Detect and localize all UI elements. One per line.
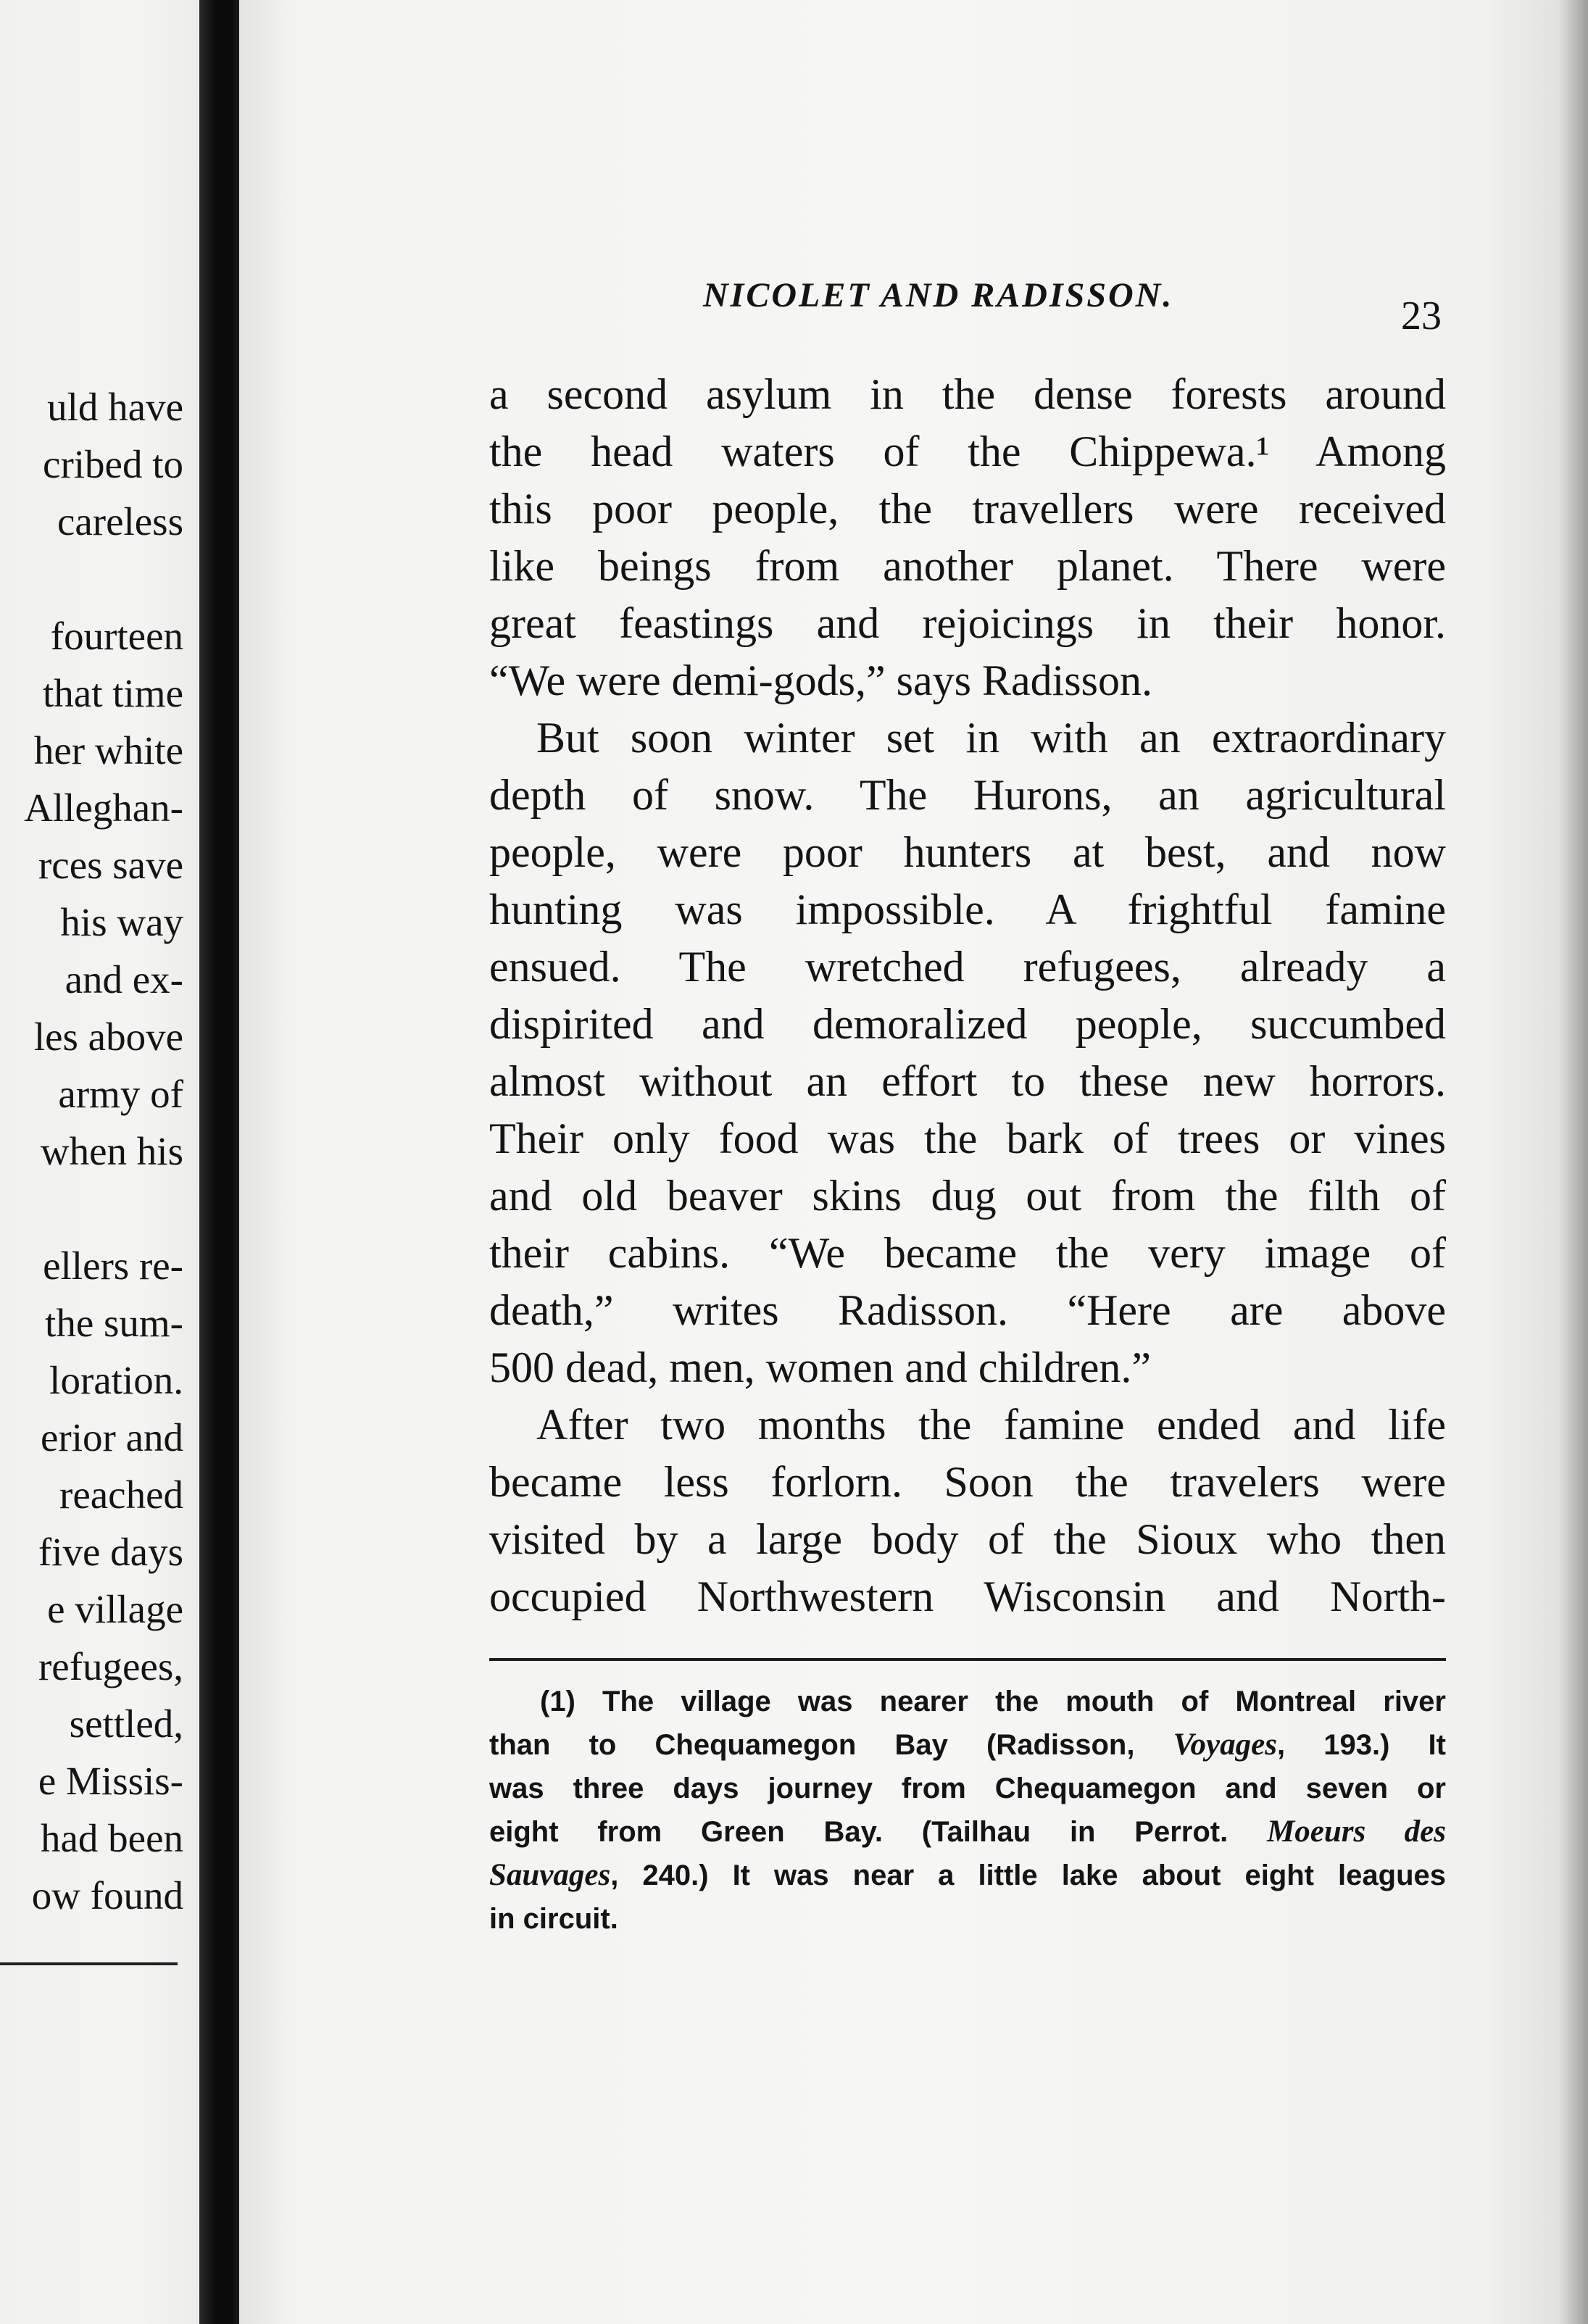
left-line: loration. xyxy=(49,1358,183,1402)
left-line: that time xyxy=(43,671,183,715)
body-line: like beings from another planet. There were xyxy=(489,542,1446,590)
footnote-line: in circuit. xyxy=(489,1903,618,1935)
left-line: his way xyxy=(60,900,183,944)
footnote-line: (1) The village was nearer the mouth of Montreal river xyxy=(540,1686,1446,1717)
footnote-divider xyxy=(489,1658,1446,1661)
body-line: Their only food was the bark of trees or vines xyxy=(489,1115,1446,1162)
footnote-line: was three days journey from Chequamegon and seven or xyxy=(489,1773,1446,1804)
left-line: the sum- xyxy=(45,1301,183,1345)
left-line: e village xyxy=(47,1587,183,1631)
body-line: death,” writes Radisson. “Here are above xyxy=(489,1286,1446,1334)
left-line: when his xyxy=(40,1129,183,1173)
body-line: occupied Northwestern Wisconsin and North- xyxy=(489,1573,1446,1620)
footnote-line: than to Chequamegon Bay (Radisson, Voyages, 193.) It xyxy=(489,1728,1446,1762)
body-line: their cabins. “We became the very image of xyxy=(489,1229,1446,1277)
left-line: five days xyxy=(38,1530,183,1574)
left-line: army of xyxy=(58,1072,183,1116)
body-line: people, were poor hunters at best, and now xyxy=(489,828,1446,876)
left-line: refugees, xyxy=(38,1644,183,1688)
facing-page-fragment xyxy=(0,0,199,2324)
left-line: uld have xyxy=(47,385,183,429)
footnote-divider-left xyxy=(0,1962,178,1965)
body-line: and old beaver skins dug out from the filth of xyxy=(489,1172,1446,1220)
left-line: les above xyxy=(33,1015,183,1059)
running-head: NICOLET AND RADISSON. xyxy=(703,276,1174,315)
left-line: ow found xyxy=(31,1873,183,1917)
left-line: ellers re- xyxy=(43,1244,183,1288)
body-line: hunting was impossible. A frightful famine xyxy=(489,886,1446,933)
left-line: careless xyxy=(57,499,183,543)
body-line: this poor people, the travellers were received xyxy=(489,485,1446,533)
body-line: almost without an effort to these new horrors. xyxy=(489,1057,1446,1105)
left-line: erior and xyxy=(41,1415,183,1459)
footnote-line: Sauvages, 240.) It was near a little lake about eight leagues xyxy=(489,1858,1446,1892)
body-line: a second asylum in the dense forests around xyxy=(489,370,1446,418)
left-line: settled, xyxy=(69,1702,183,1746)
body-line: dispirited and demoralized people, succumbed xyxy=(489,1000,1446,1048)
body-line: became less forlorn. Soon the travelers were xyxy=(489,1458,1446,1506)
book-gutter xyxy=(199,0,239,2324)
left-line: rces save xyxy=(38,843,183,887)
page-edge-shadow xyxy=(1559,0,1588,2324)
left-line: had been xyxy=(41,1816,183,1860)
left-line: Alleghan- xyxy=(24,786,183,830)
body-line: depth of snow. The Hurons, an agricultural xyxy=(489,771,1446,819)
left-line: reached xyxy=(59,1473,183,1517)
body-line: “We were demi-gods,” says Radisson. xyxy=(489,657,1152,704)
left-line: her white xyxy=(33,728,183,772)
body-line: great feastings and rejoicings in their honor. xyxy=(489,599,1446,647)
body-line: visited by a large body of the Sioux who then xyxy=(489,1515,1446,1563)
left-line: e Missis- xyxy=(38,1759,183,1803)
body-line: After two months the famine ended and life xyxy=(536,1401,1446,1449)
body-line: But soon winter set in with an extraordinary xyxy=(536,714,1446,762)
body-line: ensued. The wretched refugees, already a xyxy=(489,943,1446,991)
body-line: 500 dead, men, women and children.” xyxy=(489,1344,1152,1391)
left-line: fourteen xyxy=(50,614,183,658)
body-line: the head waters of the Chippewa.¹ Among xyxy=(489,428,1446,475)
left-line: and ex- xyxy=(65,957,183,1001)
book-page xyxy=(239,0,1588,2324)
page-number: 23 xyxy=(1401,293,1442,338)
left-line: cribed to xyxy=(43,442,183,486)
footnote-line: eight from Green Bay. (Tailhau in Perrot. Moeurs des xyxy=(489,1815,1446,1849)
